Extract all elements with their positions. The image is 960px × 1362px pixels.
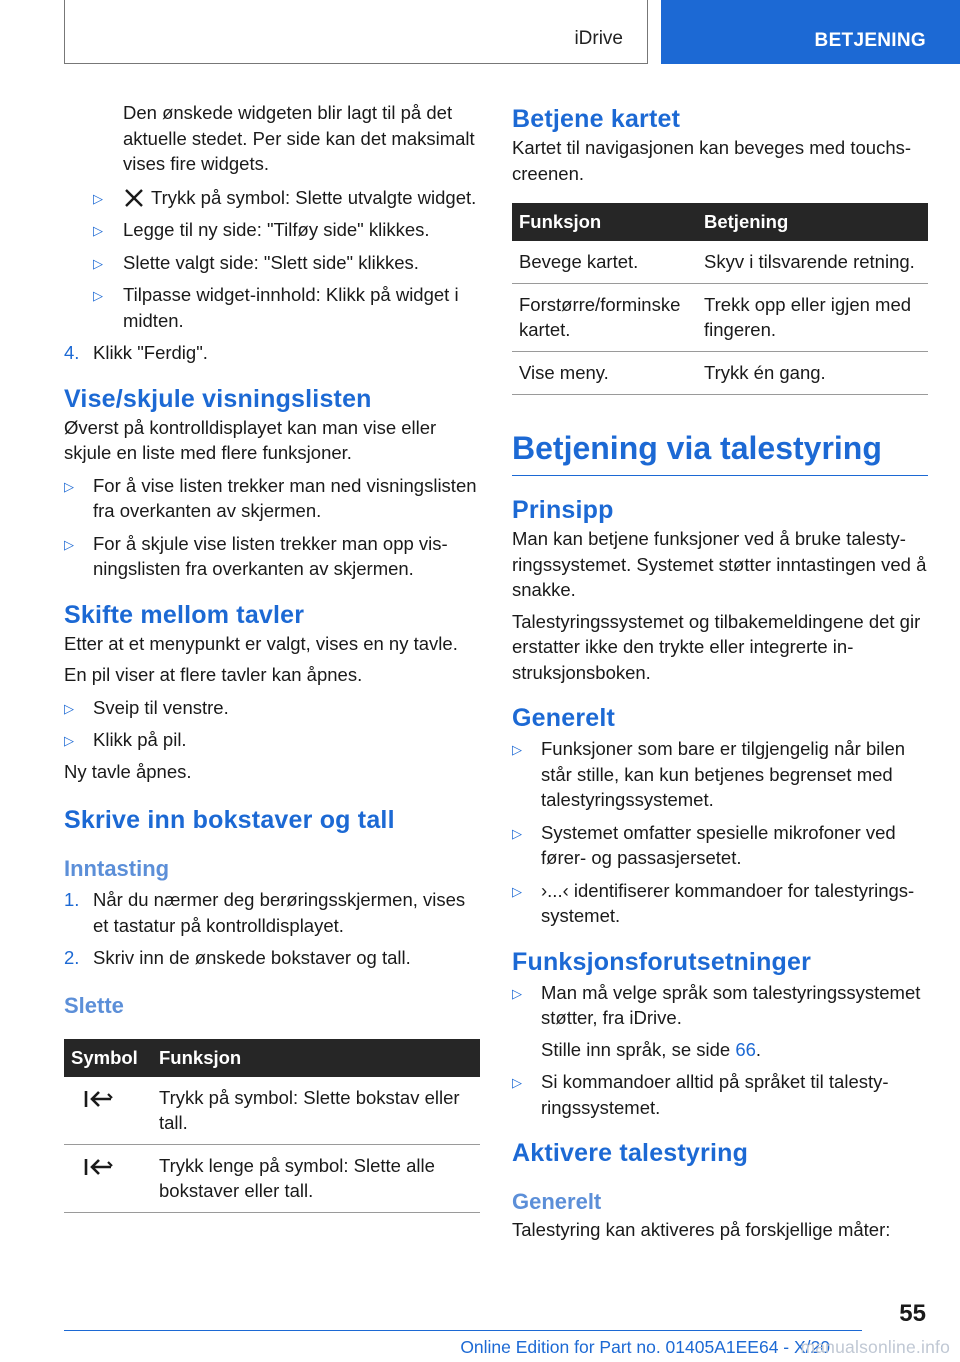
- list-item: [64, 282, 480, 333]
- list-item: [64, 727, 480, 753]
- list-item-text: Slette valgt side: "Slett side" klikkes.: [123, 251, 419, 273]
- list-item-text: For å vise listen trekker man ned visningslisten fra overkanten av skjermen.: [93, 474, 477, 521]
- table-header-row: [512, 203, 928, 241]
- paragraph: Etter at et menypunkt er valgt, vises en ny tavle.: [64, 632, 458, 654]
- bullet-triangle-icon: ▷: [512, 825, 522, 841]
- bullet-triangle-icon: ▷: [93, 223, 103, 238]
- list-item-text: Sveip til venstre.: [93, 696, 229, 718]
- section-heading: Skrive inn bokstaver og tall: [64, 806, 395, 834]
- paragraph: Kartet til navigasjonen kan beveges med touchscreenen.: [512, 137, 912, 184]
- bullet-triangle-icon: ▷: [512, 742, 522, 757]
- subsection-heading: Inntasting: [64, 856, 170, 881]
- numbered-step: [64, 887, 480, 938]
- table-cell: Trykk på symbol: Slette bokstav eller tall.: [152, 1077, 480, 1145]
- paragraph: Ny tavle åpnes.: [64, 760, 192, 782]
- subtext: Stille inn språk, se side: [541, 1038, 731, 1060]
- left-column: [64, 100, 480, 1213]
- table-row: [64, 1077, 480, 1145]
- list-item: [512, 980, 928, 1063]
- list-item: [64, 695, 480, 721]
- subtext-end: .: [755, 1038, 762, 1060]
- close-x-icon: [123, 188, 145, 208]
- paragraph: Talestyringssystemet og tilbakemeldingene det gir erstatter ikke den trykte eller integrerte instruksjonsboken.: [512, 610, 921, 683]
- table-cell: Skyv i tilsvarende retning.: [697, 241, 928, 284]
- list-item: [512, 820, 928, 871]
- section-heading: Funksjonsforutsetninger: [512, 947, 812, 976]
- list-item: [512, 736, 928, 813]
- table-header-cell: Symbol: [64, 1039, 152, 1077]
- header-chapter: iDrive: [574, 28, 623, 49]
- list-item: [64, 531, 480, 582]
- header-section-label: BETJENING: [814, 30, 926, 51]
- table-cell: Trykk én gang.: [697, 352, 928, 395]
- page-number: 55: [899, 1300, 926, 1327]
- paragraph: Man kan betjene funksjoner ved å bruke talestyringssystemet. Systemet støtter inntastingen ved å snakke.: [512, 528, 927, 600]
- section-heading: Vise/skjule visningslisten: [64, 384, 372, 413]
- right-column: [512, 100, 928, 1243]
- table-header-cell: Funksjon: [512, 203, 697, 241]
- list-item: [64, 473, 480, 524]
- step-text: Når du nærmer deg berøringsskjermen, vises et tastatur på kontrolldisplayet.: [93, 889, 466, 936]
- paragraph: Øverst på kontrolldisplayet kan man vise eller skjule en liste med flere funksjoner.: [64, 416, 437, 463]
- kartet-table: [512, 203, 928, 395]
- header-section-tab: [661, 0, 960, 64]
- step-text: Skriv inn de ønskede bokstaver og tall.: [93, 947, 411, 968]
- bullet-triangle-icon: ▷: [64, 478, 74, 494]
- bullet-triangle-icon: ▷: [93, 288, 103, 303]
- step-number: 1.: [64, 889, 80, 910]
- list-item-text: Systemet omfatter spesielle mikrofoner ved fører- og passasjersetet.: [541, 821, 896, 868]
- list-item-text: For å skjule vise listen trekker man opp visningslisten fra overkanten av skjermen.: [93, 532, 448, 579]
- table-cell: Trekk opp eller igjen med fingeren.: [697, 284, 928, 352]
- header-chapter-box: [64, 0, 648, 64]
- footer-divider: [64, 1330, 862, 1331]
- list-item-text: Si kommandoer alltid på språket til talestyringssystemet.: [541, 1071, 889, 1118]
- table-header-row: [64, 1039, 480, 1077]
- bullet-triangle-icon: ▷: [512, 1075, 522, 1090]
- bullet-triangle-icon: ▷: [93, 255, 103, 271]
- table-cell: Bevege kartet.: [512, 241, 697, 284]
- list-item-text: ›...‹ identifiserer kommandoer for talestyringssystemet.: [541, 879, 915, 926]
- list-item: [64, 250, 480, 276]
- section-heading: Betjene kartet: [512, 105, 681, 133]
- step-number: 2.: [64, 947, 80, 968]
- bullet-triangle-icon: ▷: [64, 700, 74, 716]
- table-header-cell: Betjening: [697, 203, 928, 241]
- bullet-triangle-icon: ▷: [512, 985, 522, 1001]
- subsection-heading: Generelt: [512, 1189, 602, 1214]
- step-text: Klikk "Ferdig".: [93, 342, 208, 363]
- slette-table: [64, 1039, 480, 1213]
- section-heading: Aktivere talestyring: [512, 1139, 749, 1167]
- list-item-text: Klikk på pil.: [93, 729, 187, 750]
- footer-edition: [64, 1337, 928, 1358]
- widget-intro-text: Den ønskede widgeten blir lagt til på det aktuelle stedet. Per side kan det maksimalt vises fire widgets.: [123, 102, 475, 174]
- subsection-heading: Slette: [64, 992, 124, 1018]
- paragraph: Talestyring kan aktiveres på forskjellige måter:: [512, 1219, 891, 1240]
- table-cell: [64, 1077, 152, 1145]
- numbered-step: [64, 340, 480, 366]
- list-item-text: Man må velge språk som talestyringssystemet støtter, fra iDrive.: [541, 981, 921, 1028]
- bullet-triangle-icon: ▷: [93, 190, 103, 206]
- list-item: [64, 185, 480, 211]
- table-row: [64, 1144, 480, 1212]
- section-heading: Skifte mellom tavler: [64, 600, 305, 629]
- table-row: [512, 352, 928, 395]
- step-number: 4.: [64, 342, 80, 363]
- backspace-icon: [83, 1157, 115, 1177]
- list-item-text: Legge til ny side: "Tilføy side" klikkes.: [123, 219, 430, 240]
- numbered-step: [64, 945, 480, 971]
- table-row: [512, 241, 928, 284]
- section-heading: Generelt: [512, 704, 616, 732]
- table-cell: [64, 1144, 152, 1212]
- list-item-text: Funksjoner som bare er tilgjengelig når bilen står stille, kan kun betjenes begrenset med talestyringssystemet.: [541, 738, 906, 810]
- table-header-cell: Funksjon: [152, 1039, 480, 1077]
- list-item: [512, 1069, 928, 1120]
- list-item: [512, 878, 928, 929]
- bullet-triangle-icon: ▷: [64, 536, 74, 552]
- paragraph: En pil viser at flere tavler kan åpnes.: [64, 664, 363, 685]
- list-item-text: Trykk på symbol: Slette utvalgte widget.: [151, 186, 477, 208]
- bullet-triangle-icon: ▷: [64, 733, 74, 748]
- table-row: [512, 284, 928, 352]
- list-item: [64, 217, 480, 243]
- table-cell: Vise meny.: [512, 352, 697, 395]
- bullet-triangle-icon: ▷: [512, 883, 522, 899]
- list-item-text: Tilpasse widget-innhold: Klikk på widget i midten.: [123, 284, 459, 331]
- backspace-icon: [83, 1089, 115, 1109]
- table-cell: Trykk lenge på symbol: Slette alle bokstaver eller tall.: [152, 1144, 480, 1212]
- footer-edition-text: Online Edition for Part no. 01405A1EE64 - X/20: [460, 1337, 830, 1357]
- page-link[interactable]: 66: [735, 1038, 756, 1060]
- chapter-heading: Betjening via talestyring: [512, 427, 928, 476]
- table-cell: Forstørre/forminske kartet.: [512, 284, 697, 352]
- section-heading: Prinsipp: [512, 496, 614, 524]
- list-item-subtext: [541, 1037, 928, 1063]
- watermark: manualsonline.info: [800, 1337, 950, 1357]
